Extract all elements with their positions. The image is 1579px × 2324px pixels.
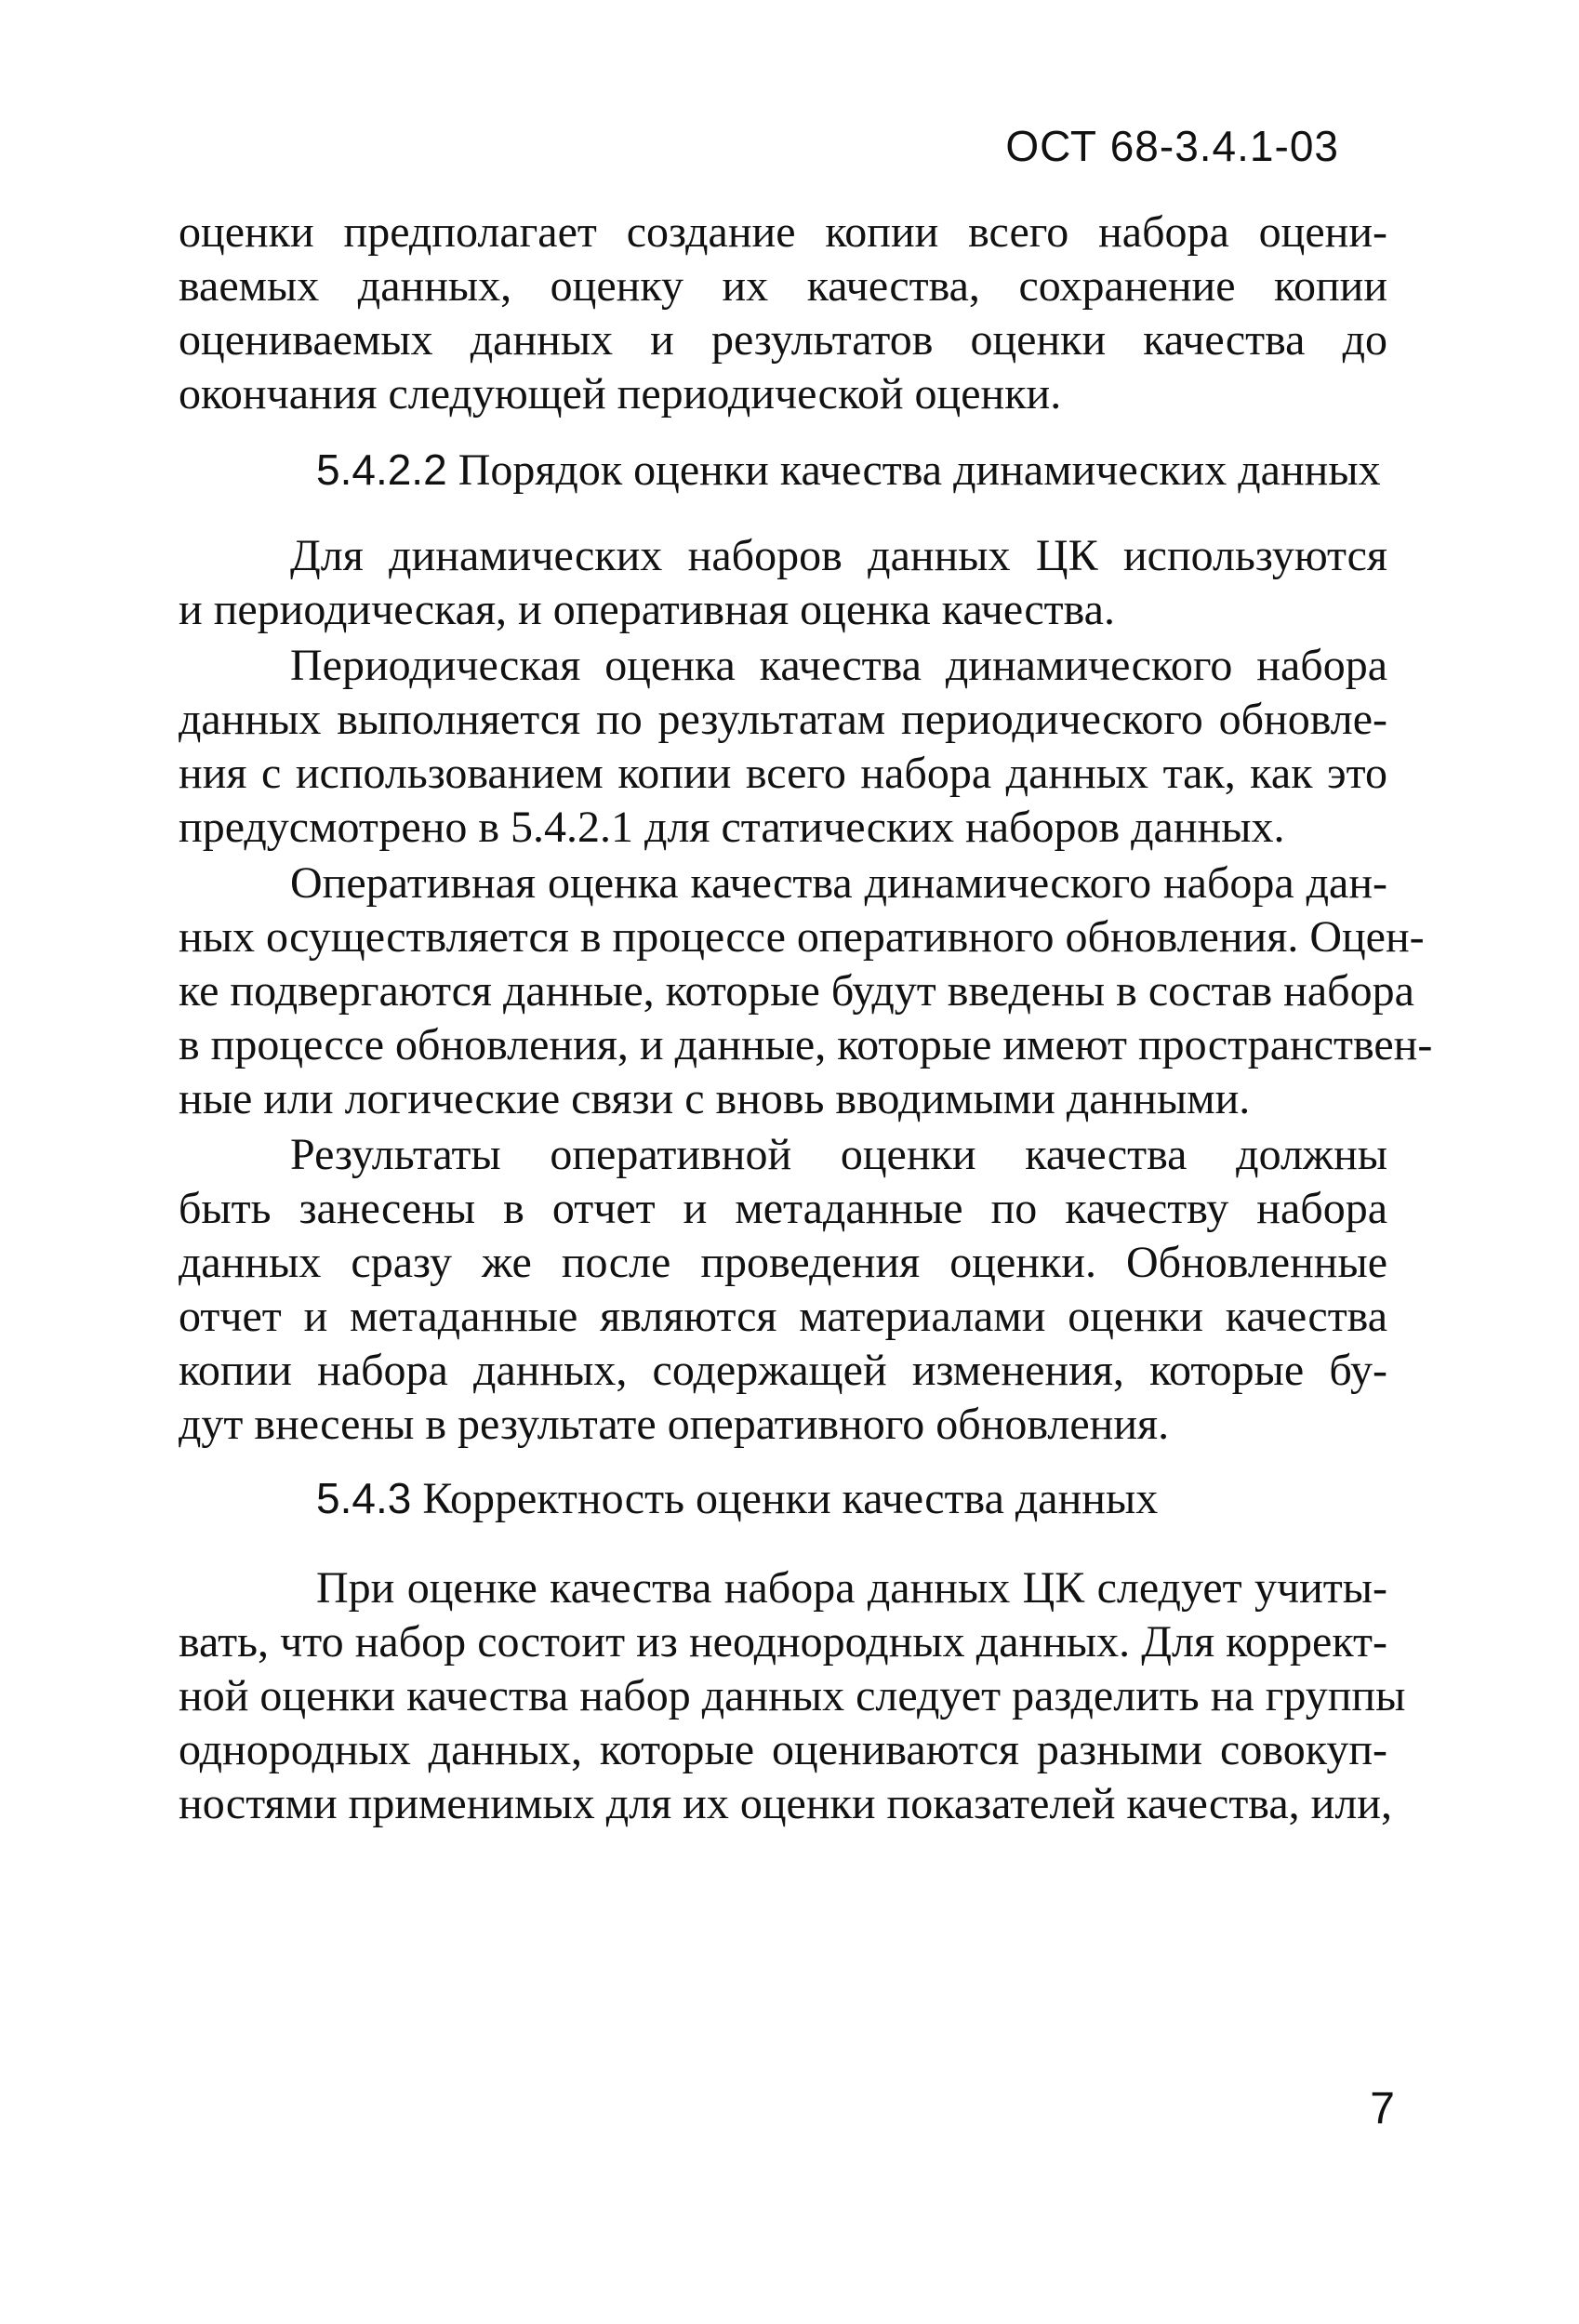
paragraph-5-line-1: Результаты оперативной оценки качества должны <box>290 1130 1387 1179</box>
paragraph-4-line-1: Оперативная оценка качества динамического набора дан- <box>290 858 1387 908</box>
document-code: ОСТ 68-3.4.1-03 <box>1005 122 1339 170</box>
paragraph-4-line-3: ке подвергаются данные, которые будут введены в состав набора <box>179 966 1414 1016</box>
paragraph-6-line-5: ностями применимых для их оценки показателей качества, или, <box>179 1779 1392 1828</box>
paragraph-1-line-1: оценки предполагает создание копии всего набора оцени- <box>179 207 1387 257</box>
paragraph-3-line-1: Периодическая оценка качества динамического набора <box>290 641 1387 690</box>
section-heading-5-4-3 <box>316 1473 1395 1524</box>
paragraph-1-line-4: окончания следующей периодической оценки. <box>179 369 1062 418</box>
paragraph-5-line-4: отчет и метаданные являются материалами оценки качества <box>179 1292 1387 1341</box>
paragraph-2-line-2: и периодическая, и оперативная оценка качества. <box>179 585 1115 634</box>
paragraph-1-line-2: ваемых данных, оценку их качества, сохранение копии <box>179 261 1387 311</box>
paragraph-4-line-2: ных осуществляется в процессе оперативного обновления. Оцен- <box>179 912 1425 962</box>
paragraph-6-line-4: однородных данных, которые оцениваются разными совокуп- <box>179 1725 1387 1774</box>
page-number: 7 <box>1370 2084 1395 2133</box>
paragraph-4-line-5: ные или логические связи с вновь вводимыми данными. <box>179 1074 1251 1123</box>
paragraph-5-line-6: дут внесены в результате оперативного обновления. <box>179 1400 1170 1449</box>
section-number: 5.4.2.2 <box>316 445 447 494</box>
paragraph-3-line-2: данных выполняется по результатам периодического обновле- <box>179 695 1387 744</box>
paragraph-3-line-3: ния с использованием копии всего набора данных так, как это <box>179 749 1387 798</box>
paragraph-4-line-4: в процессе обновления, и данные, которые имеют пространствен- <box>179 1020 1433 1069</box>
paragraph-5-line-2: быть занесены в отчет и метаданные по качеству набора <box>179 1184 1387 1233</box>
section-number: 5.4.3 <box>316 1474 412 1522</box>
section-title: Порядок оценки качества динамических данных <box>458 445 1381 495</box>
paragraph-6-line-2: вать, что набор состоит из неоднородных данных. Для коррект- <box>179 1617 1387 1667</box>
paragraph-2-line-1: Для динамических наборов данных ЦК используются <box>290 531 1387 580</box>
paragraph-6-line-1: При оценке качества набора данных ЦК следует учиты- <box>316 1563 1387 1613</box>
paragraph-3-line-4: предусмотрено в 5.4.2.1 для статических наборов данных. <box>179 803 1285 852</box>
paragraph-6-line-3: ной оценки качества набор данных следует разделить на группы <box>179 1671 1406 1720</box>
section-heading-5-4-2-2 <box>316 445 1395 496</box>
paragraph-1-line-3: оцениваемых данных и результатов оценки качества до <box>179 315 1387 365</box>
paragraph-5-line-3: данных сразу же после проведения оценки. Обновленные <box>179 1238 1387 1287</box>
paragraph-5-line-5: копии набора данных, содержащей изменения, которые бу- <box>179 1346 1387 1395</box>
section-title: Корректность оценки качества данных <box>422 1474 1159 1523</box>
